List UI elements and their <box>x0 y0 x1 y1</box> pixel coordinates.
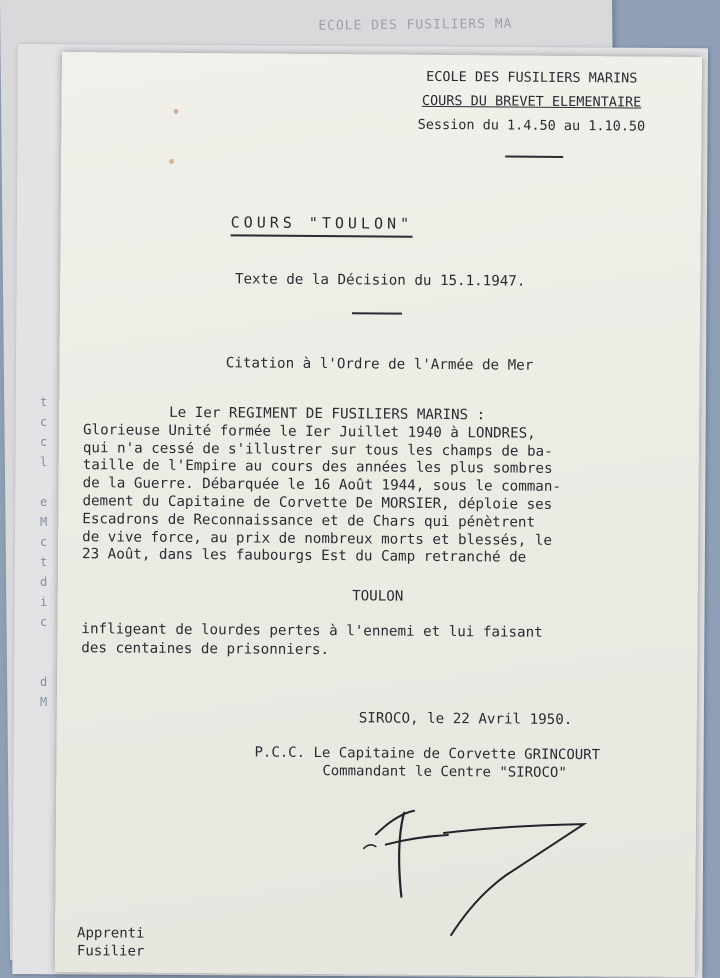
citation-line: qui n'a cessé de s'illustrer sur tous les champs de ba- <box>82 439 553 460</box>
stain-spot <box>174 109 179 114</box>
citation-line: 23 Août, dans les faubourgs Est du Camp retranché de <box>81 546 527 567</box>
citation-line: Escadrons de Reconnaissance et de Chars qui pénètrent <box>82 510 536 531</box>
document-header <box>381 65 682 139</box>
margin-mark: t <box>40 395 48 409</box>
margin-mark: i <box>40 595 48 609</box>
margin-mark: d <box>40 575 48 589</box>
margin-mark: c <box>40 415 48 429</box>
closing-line: infligeant de lourdes pertes à l'ennemi et lui faisant <box>81 621 543 641</box>
closing-paragraph <box>81 620 543 662</box>
school-name: ECOLE DES FUSILIERS MARINS <box>426 68 638 87</box>
closing-line: des centaines de prisonniers. <box>81 640 330 659</box>
margin-mark: M <box>40 695 48 709</box>
margin-mark: c <box>40 435 48 449</box>
margin-mark: t <box>40 555 48 569</box>
citation-line: Glorieuse Unité formée le Ier Juillet 1940 à LONDRES, <box>82 421 536 442</box>
background-sheet-header: ECOLE DES FUSILIERS MA <box>318 16 513 34</box>
footer-line: Fusilier <box>76 943 145 960</box>
stain-spot <box>169 159 174 164</box>
margin-mark: c <box>40 535 48 549</box>
decision-text: Texte de la Décision du 15.1.1947. <box>234 271 526 290</box>
margin-mark: M <box>40 515 48 529</box>
citation-line: taille de l'Empire au cours des années les plus sombres <box>82 457 553 478</box>
margin-mark <box>40 632 54 652</box>
separator-rule <box>352 312 402 314</box>
left-margin-marks <box>40 392 54 712</box>
session-dates: Session du 1.4.50 au 1.10.50 <box>417 116 646 135</box>
document-page <box>55 52 702 977</box>
citation-line: Le Ier REGIMENT DE FUSILIERS MARINS : <box>169 404 486 424</box>
course-name: COURS DU BREVET ELEMENTAIRE <box>421 92 642 111</box>
footer-note <box>77 924 145 961</box>
header-rule <box>505 155 563 157</box>
margin-mark: e <box>40 495 48 509</box>
citation-heading: Citation à l'Ordre de l'Armée de Mer <box>225 355 534 374</box>
margin-mark <box>40 472 54 492</box>
footer-line: Apprenti <box>77 925 145 942</box>
signatory-line: P.C.C. Le Capitaine de Corvette GRINCOURT <box>254 744 601 764</box>
place-date: SIROCO, le 22 Avril 1950. <box>358 710 573 729</box>
margin-mark <box>40 652 54 672</box>
city-name: TOULON <box>352 588 404 605</box>
citation-line: de vive force, au prix de nombreux morts et blessés, le <box>82 528 553 549</box>
citation-line: dement du Capitaine de Corvette De MORSIER, déploie ses <box>82 493 553 513</box>
handwritten-signature <box>355 804 596 946</box>
signatory-block <box>254 744 600 783</box>
margin-mark: c <box>40 615 48 629</box>
margin-mark: l <box>40 455 48 469</box>
document-title: COURS "TOULON" <box>231 213 414 237</box>
citation-body <box>82 404 562 568</box>
margin-mark: d <box>40 675 48 689</box>
signatory-line: Commandant le Centre "SIROCO" <box>322 763 567 781</box>
citation-line: de la Guerre. Débarquée le 16 Août 1944, sous le comman- <box>82 475 562 496</box>
